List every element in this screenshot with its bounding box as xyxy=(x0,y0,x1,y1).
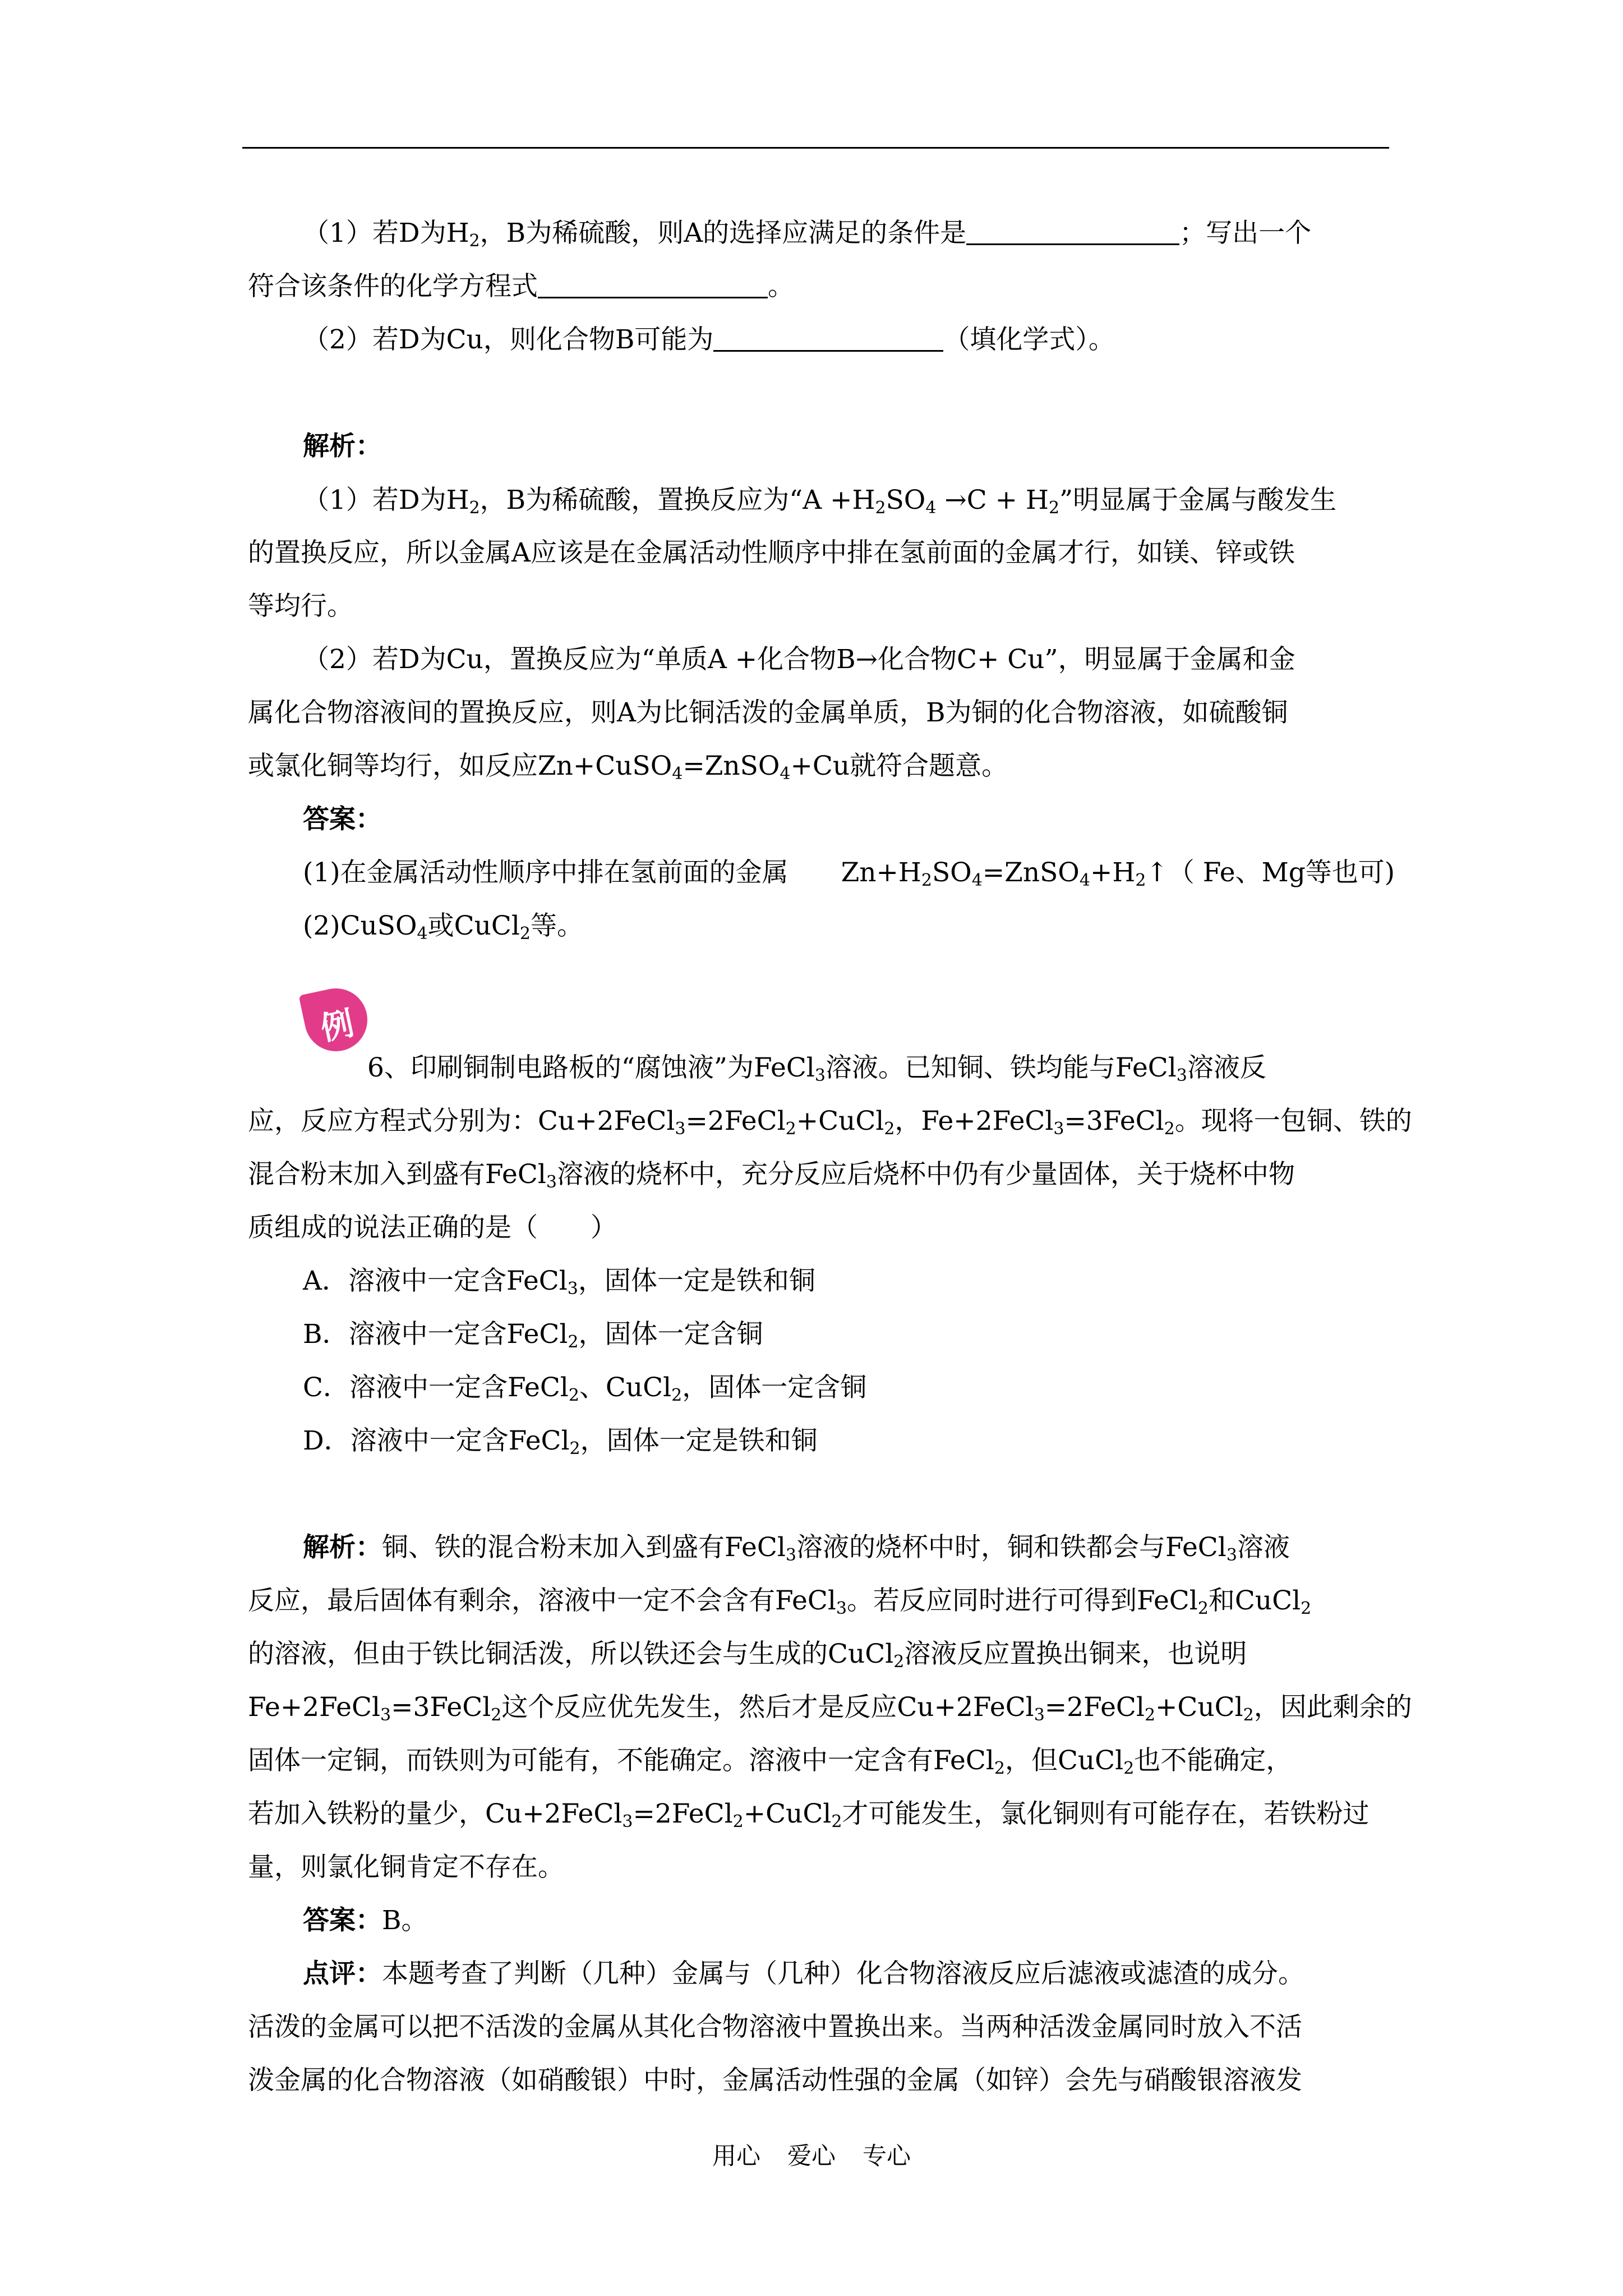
option-c[interactable]: C．溶液中一定含FeCl$_2$、CuCl$_2$，固体一定含铜 xyxy=(303,1372,867,1405)
analysis-6-line-6: 若加入铁粉的量少，Cu+2FeCl$_3$=2FeCl$_2$+CuCl$_2$才可能发生，氯化铜则有可能存在，若铁粉过 xyxy=(248,1798,1370,1832)
example-6-line-2: 应，反应方程式分别为：Cu+2FeCl$_3$=2FeCl$_2$+CuCl$_2$，Fe+2FeCl$_3$=3FeCl$_2$。现将一包铜、铁的 xyxy=(248,1106,1412,1139)
analysis-2-line-1: （2）若D为Cu，置换反应为“单质A +化合物B→化合物C+ Cu”，明显属于金属和金 xyxy=(303,644,1295,675)
answer-blank-1[interactable] xyxy=(966,219,1179,245)
answer-blank-3[interactable] xyxy=(713,325,943,352)
option-d[interactable]: D．溶液中一定含FeCl$_2$，固体一定是铁和铜 xyxy=(303,1425,818,1458)
comment-line-3: 泼金属的化合物溶液（如硝酸银）中时，金属活动性强的金属（如锌）会先与硝酸银溶液发 xyxy=(248,2065,1302,2096)
answer-blank-2[interactable] xyxy=(538,272,768,298)
footer-text-3: 专心 xyxy=(863,2142,911,2170)
answer-line-2: (2)CuSO$_4$或CuCl$_2$等。 xyxy=(303,910,583,944)
comment-line-1: 点评：本题考查了判断（几种）金属与（几种）化合物溶液反应后滤液或滤渣的成分。 xyxy=(303,1958,1304,1989)
analysis-6-line-5: 固体一定铜，而铁则为可能有，不能确定。溶液中一定含有FeCl$_2$，但CuCl$_2$也不能确定， xyxy=(248,1745,1293,1778)
answer-6-label: 答案： xyxy=(303,1905,382,1936)
question-1-line-1: （1）若D为$H_2$，B为稀硫酸，则A的选择应满足的条件是 ；写出一个 xyxy=(303,218,1312,251)
page-footer xyxy=(0,2137,1623,2171)
header-rule xyxy=(242,147,1389,149)
footer-text-1: 用心 xyxy=(712,2142,760,2170)
analysis-2-line-2: 属化合物溶液间的置换反应，则A为比铜活泼的金属单质，B为铜的化合物溶液，如硫酸铜 xyxy=(248,697,1288,728)
analysis-6-line-1: 解析：铜、铁的混合粉末加入到盛有FeCl$_3$溶液的烧杯中时，铜和铁都会与FeCl$_3$溶液 xyxy=(303,1532,1290,1565)
answer-line-1: (1)在金属活动性顺序中排在氢前面的金属 $Zn+H_2SO_4=ZnSO_4+H_2↑$（ Fe、Mg等也可) xyxy=(303,857,1395,890)
analysis-label: 解析： xyxy=(303,431,382,462)
analysis-1-line-1: （1）若D为$H_2$，B为稀硫酸，置换反应为“$A +H_2SO_4 \to C + H_2$”明显属于金属与酸发生 xyxy=(303,485,1337,518)
analysis-6-line-4: Fe+2FeCl$_3$=3FeCl$_2$这个反应优先发生，然后才是反应Cu+2FeCl$_3$=2FeCl$_2$+CuCl$_2$，因此剩余的 xyxy=(248,1692,1412,1725)
comment-line-2: 活泼的金属可以把不活泼的金属从其化合物溶液中置换出来。当两种活泼金属同时放入不活 xyxy=(248,2012,1302,2042)
answer-label: 答案： xyxy=(303,804,382,835)
option-b[interactable]: B．溶液中一定含FeCl$_2$，固体一定含铜 xyxy=(303,1319,763,1352)
example-6-line-4: 质组成的说法正确的是（ ） xyxy=(248,1212,617,1243)
example-6-line-1: 6、印刷铜制电路板的“腐蚀液”为FeCl$_3$溶液。已知铜、铁均能与FeCl$_3$溶液反 xyxy=(367,1052,1266,1085)
example-badge-icon: 例 xyxy=(299,983,374,1057)
analysis-6-line-2: 反应，最后固体有剩余，溶液中一定不会含有FeCl$_3$。若反应同时进行可得到FeCl$_2$和CuCl$_2$ xyxy=(248,1585,1312,1618)
analysis-6-line-7: 量，则氯化铜肯定不存在。 xyxy=(248,1852,564,1883)
analysis-1-line-3: 等均行。 xyxy=(248,591,353,622)
analysis-2-line-3: 或氯化铜等均行，如反应Zn+CuSO$_4$=ZnSO$_4$+Cu就符合题意。 xyxy=(248,751,1008,784)
comment-label: 点评： xyxy=(303,1958,382,1989)
example-6-line-3: 混合粉末加入到盛有FeCl$_3$溶液的烧杯中，充分反应后烧杯中仍有少量固体，关于烧杯中物 xyxy=(248,1159,1295,1192)
analysis-6-label: 解析： xyxy=(303,1532,382,1563)
analysis-6-line-3: 的溶液，但由于铁比铜活泼，所以铁还会与生成的CuCl$_2$溶液反应置换出铜来，也说明 xyxy=(248,1639,1247,1672)
footer-text-2: 爱心 xyxy=(787,2142,836,2170)
question-2-line: （2）若D为Cu，则化合物B可能为 （填化学式）。 xyxy=(303,324,1115,355)
answer-6-line: 答案：B。 xyxy=(303,1905,428,1936)
analysis-1-line-2: 的置换反应，所以金属A应该是在金属活动性顺序中排在氢前面的金属才行，如镁、锌或铁 xyxy=(248,537,1295,568)
option-a[interactable]: A．溶液中一定含FeCl$_3$，固体一定是铁和铜 xyxy=(303,1266,815,1299)
question-1-line-2: 符合该条件的化学方程式 。 xyxy=(248,271,794,302)
